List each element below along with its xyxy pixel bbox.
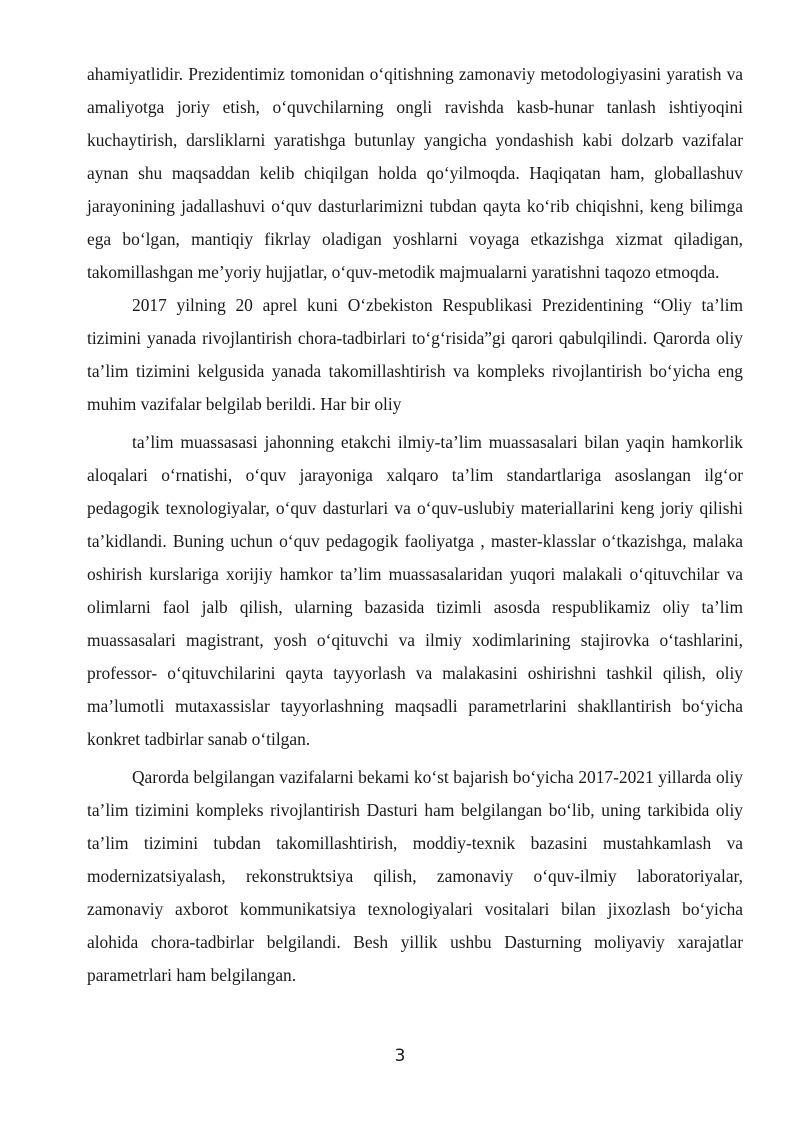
paragraph-program: Qarorda belgilangan vazifalarni bekami ko‘st bajarish bo‘yicha 2017-2021 yillarda oliy ta’lim tizimini kompleks rivojlantirish Dasturi ham belgilangan bo‘lib, uning tarkibida oliy ta’lim tizimini tubdan takomillashtirish, moddiy-texnik bazasini mustahkamlash va modernizatsiyalash, rekonstruktsiya qilish, zamonaviy o‘quv-ilmiy laboratoriyalar, zamonaviy axborot kommunikatsiya texnologiyalari vositalari bilan jixozlash bo‘yicha alohida chora-tadbirlar belgilandi. Besh yillik ushbu Dasturning moliyaviy xarajatlar parametrlari ham belgilangan. xyxy=(87,767,743,985)
paragraph-continuation: ahamiyatlidir. Prezidentimiz tomonidan o‘qitishning zamonaviy metodologiyasini yaratish va amaliyotga joriy etish, o‘quvchilarning ongli ravishda kasb-hunar tanlash ishtiyoqini kuchaytirish, darsliklarni yaratishga butunlay yangicha yondashish kabi dolzarb vazifalar aynan shu maqsaddan kelib chiqilgan holda qo‘yilmoqda. Haqiqatan ham, globallashuv jarayonining jadallashuvi o‘quv dasturlarimizni tubdan qayta ko‘rib chiqishni, keng bilimga ega bo‘lgan, mantiqiy fikrlay oladigan yoshlarni voyaga etkazishga xizmat qiladigan, takomillashgan me’yoriy hujjatlar, o‘quv-metodik majmualarni yaratishni taqozo etmoqda. xyxy=(87,64,743,282)
paragraph-decree-intro: 2017 yilning 20 aprel kuni O‘zbekiston Respublikasi Prezidentining “Oliy ta’lim tizimini yanada rivojlantirish chora-tadbirlari to‘g‘risida”gi qarori qabulqilindi. Qarorda oliy ta’lim tizimini kelgusida yanada takomillashtirish va kompleks rivojlantirish bo‘yicha eng muhim vazifalar belgilab berildi. Har bir oliy xyxy=(87,295,743,414)
paragraph-decree-details: ta’lim muassasasi jahonning etakchi ilmiy-ta’lim muassasalari bilan yaqin hamkorlik aloqalari o‘rnatishi, o‘quv jarayoniga xalqaro ta’lim standartlariga asoslangan ilg‘or pedagogik texnologiyalar, o‘quv dasturlari va o‘quv-uslubiy materiallarini keng joriy qilishi ta’kidlandi. Buning uchun o‘quv pedagogik faoliyatga , master-klasslar o‘tkazishga, malaka oshirish kurslariga xorijiy hamkor ta’lim muassasalaridan yuqori malakali o‘qituvchilar va olimlarni faol jalb qilish, ularning bazasida tizimli asosda respublikamiz oliy ta’lim muassasalari magistrant, yosh o‘qituvchi va ilmiy xodimlarining stajirovka o‘tashlarini, professor- o‘qituvchilarini qayta tayyorlash va malakasini oshirishni tashkil qilish, oliy ma’lumotli mutaxassislar tayyorlashning maqsadli parametrlarini shakllantirish bo‘yicha konkret tadbirlar sanab o‘tilgan. xyxy=(87,432,743,749)
page-number: 3 xyxy=(394,1046,406,1066)
page-body xyxy=(87,58,743,992)
